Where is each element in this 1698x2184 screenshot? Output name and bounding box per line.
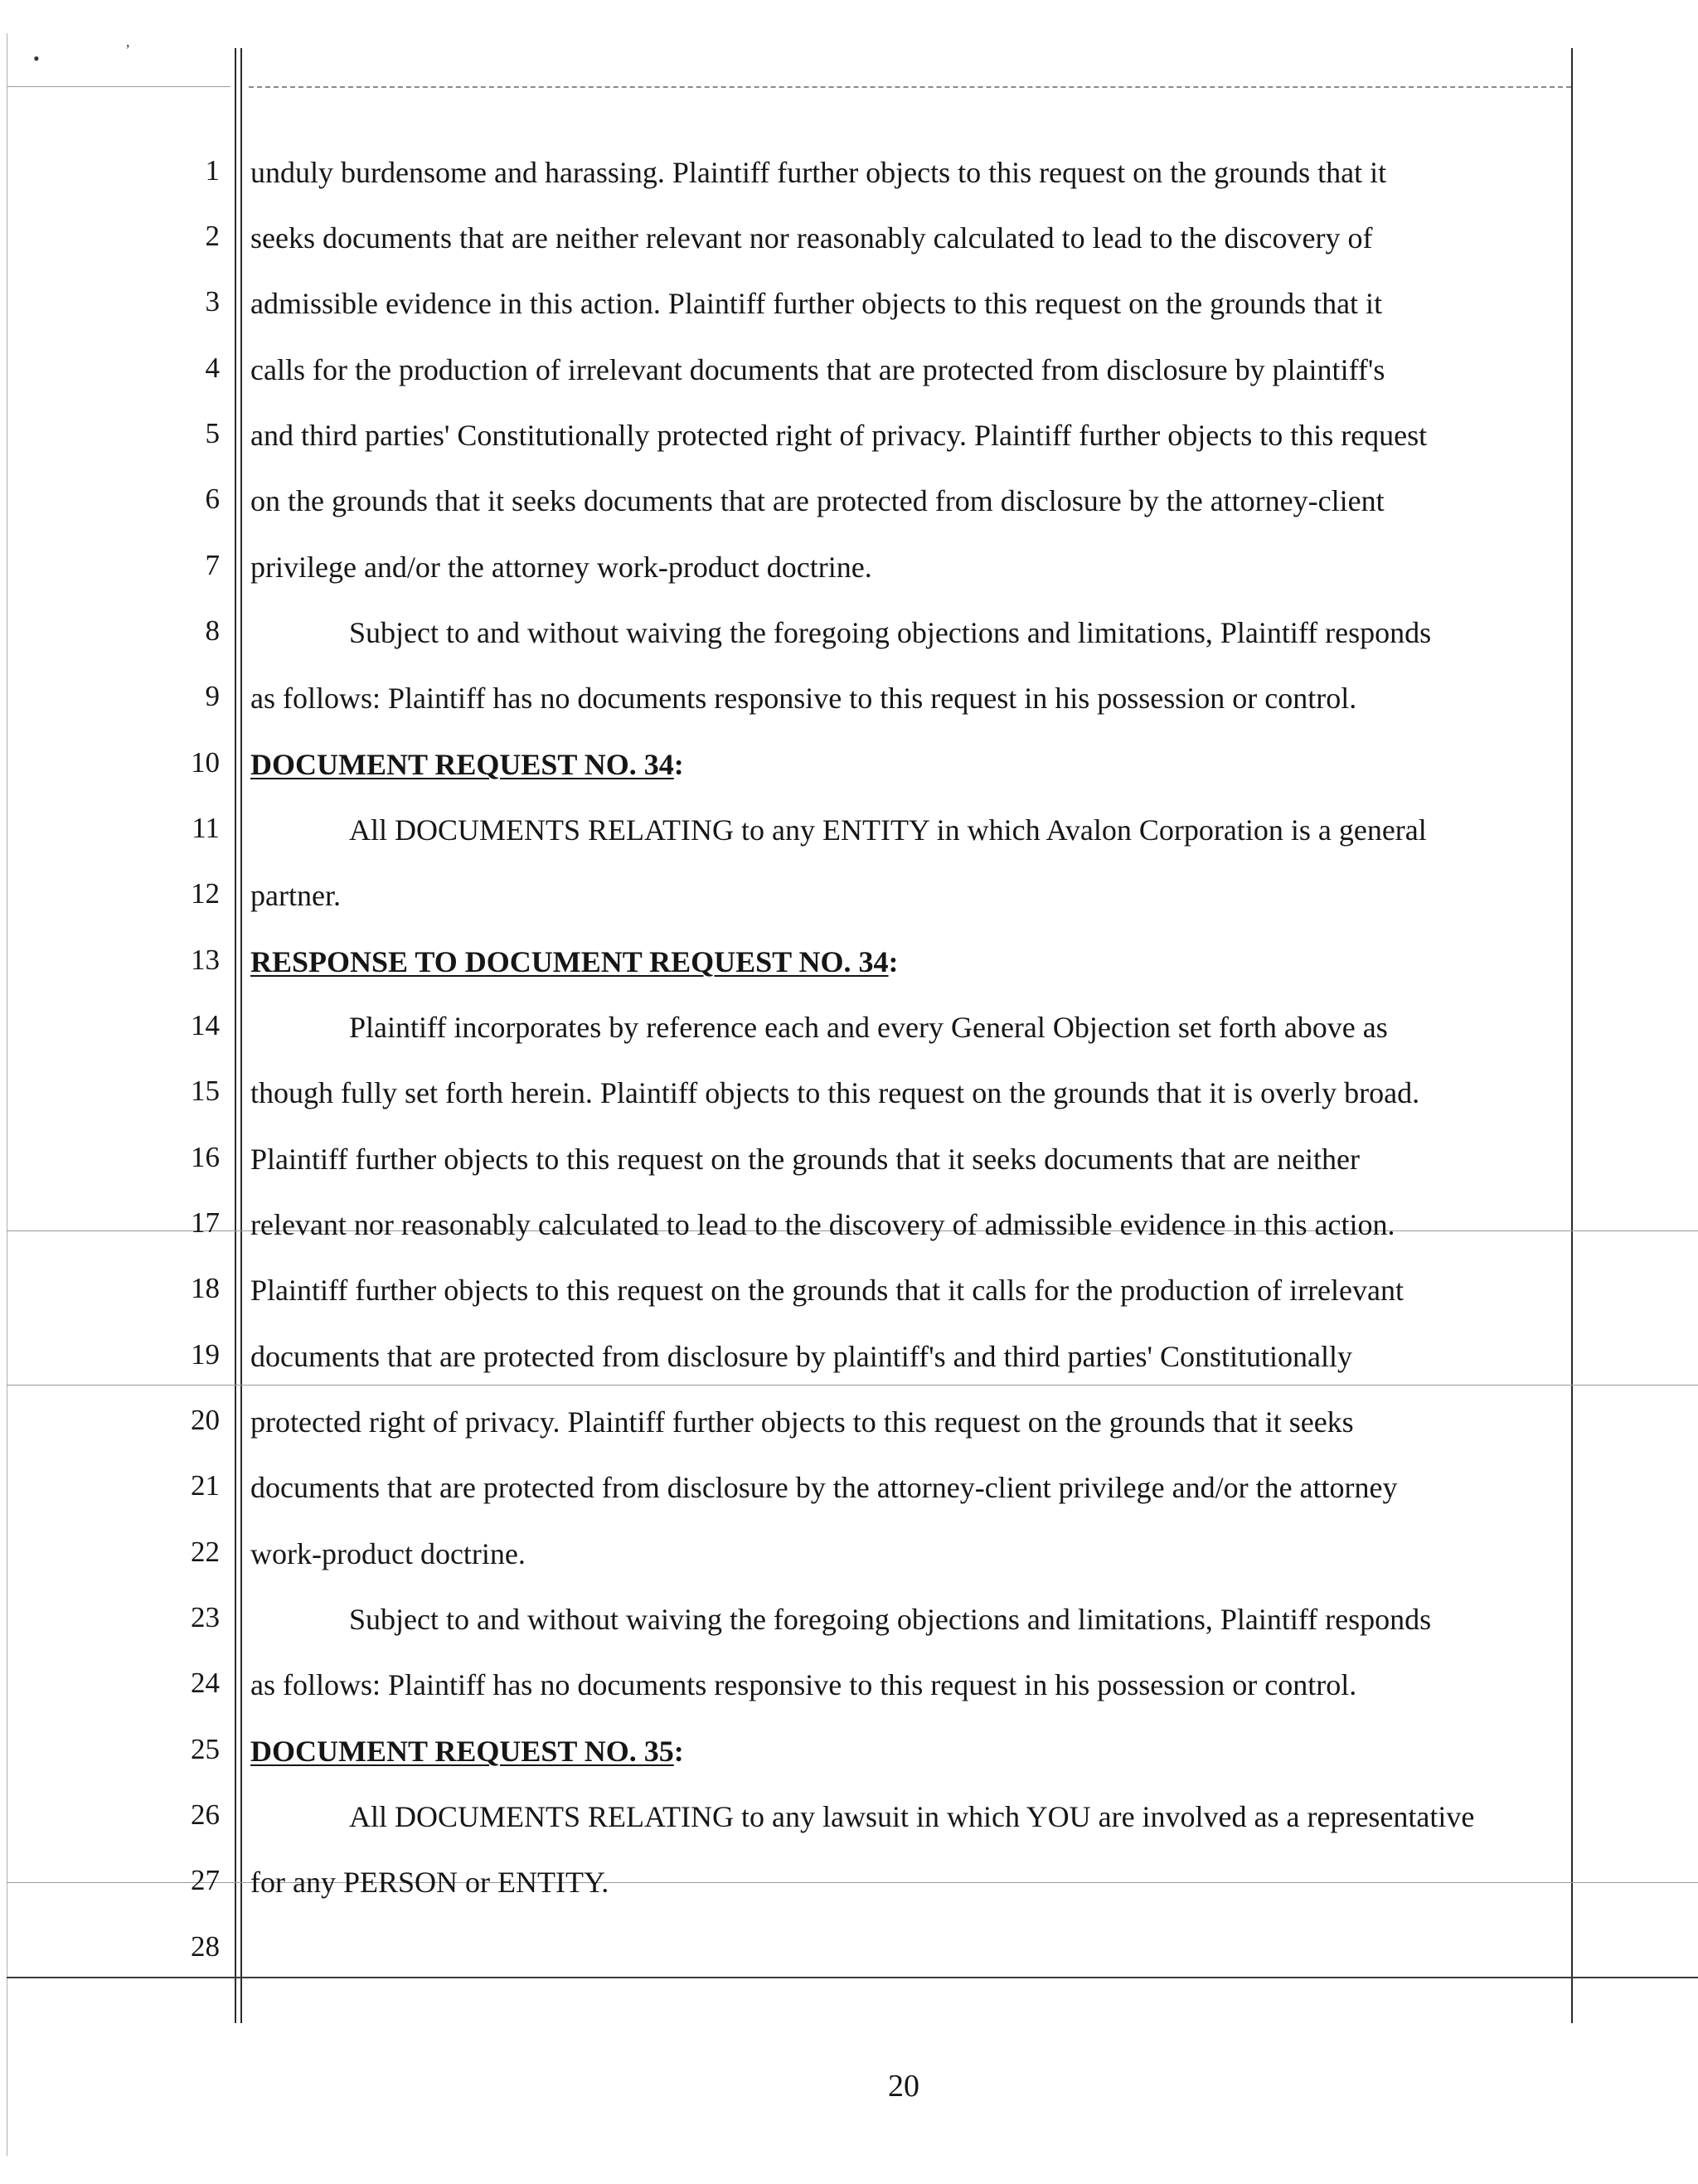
line-number: 11 (192, 812, 220, 844)
right-margin-rule (1571, 48, 1573, 2023)
body-text-line: protected right of privacy. Plaintiff further objects to this request on the grounds that it seeks (250, 1405, 1354, 1439)
line-number: 18 (191, 1272, 220, 1304)
line-number: 23 (191, 1601, 220, 1633)
line-number: 16 (191, 1141, 220, 1173)
line-number: 24 (191, 1667, 220, 1699)
body-text-line: All DOCUMENTS RELATING to any lawsuit in which YOU are involved as a representative (349, 1800, 1475, 1833)
body-text-line: calls for the production of irrelevant documents that are protected from disclosure by plaintiff's (250, 353, 1385, 386)
body-text-line: Plaintiff incorporates by reference each and every General Objection set forth above as (349, 1011, 1388, 1044)
line-number: 1 (205, 154, 220, 187)
line-number: 9 (205, 680, 220, 712)
heading-colon: : (673, 1735, 684, 1768)
scan-speck: , (126, 33, 130, 50)
bottom-rule (7, 1977, 1698, 1978)
line-number: 17 (191, 1206, 220, 1239)
body-text-line: though fully set forth herein. Plaintiff objects to this request on the grounds that it is overly broad. (250, 1076, 1420, 1109)
body-text-line: documents that are protected from disclosure by plaintiff's and third parties' Constitutionally (250, 1340, 1353, 1373)
line-number: 7 (205, 549, 220, 581)
heading-text: DOCUMENT REQUEST NO. 34 (250, 748, 674, 781)
body-text-line: Subject to and without waiving the foregoing objections and limitations, Plaintiff responds (349, 616, 1432, 649)
body-text-line: Subject to and without waiving the foregoing objections and limitations, Plaintiff responds (349, 1603, 1432, 1636)
body-text-line: privilege and/or the attorney work-product doctrine. (250, 551, 872, 584)
line-number: 20 (191, 1404, 220, 1436)
body-text-line: for any PERSON or ENTITY. (250, 1866, 609, 1899)
line-number: 28 (191, 1930, 220, 1963)
body-text-line: documents that are protected from disclosure by the attorney-client privilege and/or the attorney (250, 1471, 1398, 1504)
line-number: 2 (205, 220, 220, 252)
scan-speck: • (33, 48, 40, 69)
line-number: 10 (191, 746, 220, 779)
top-rule-left (7, 86, 230, 87)
body-text-line: All DOCUMENTS RELATING to any ENTITY in which Avalon Corporation is a general (349, 813, 1427, 847)
body-text-line: unduly burdensome and harassing. Plaintiff further objects to this request on the grounds that it (250, 156, 1387, 189)
line-number: 21 (191, 1469, 220, 1502)
body-text-line: on the grounds that it seeks documents that are protected from disclosure by the attorney-client (250, 484, 1385, 517)
body-text-line: and third parties' Constitutionally protected right of privacy. Plaintiff further objects to this request (250, 419, 1428, 452)
body-text-line: as follows: Plaintiff has no documents responsive to this request in his possession or control. (250, 1668, 1357, 1701)
body-text-line: relevant nor reasonably calculated to lead to the discovery of admissible evidence in this action. (250, 1208, 1395, 1241)
section-heading (250, 945, 899, 978)
heading-text: RESPONSE TO DOCUMENT REQUEST NO. 34 (250, 945, 889, 978)
line-number: 12 (191, 877, 220, 910)
line-number: 15 (191, 1075, 220, 1107)
body-text-line: admissible evidence in this action. Plaintiff further objects to this request on the grounds that it (250, 287, 1383, 320)
line-number: 25 (191, 1733, 220, 1765)
body-text-line: Plaintiff further objects to this request on the grounds that it calls for the production of irrelevant (250, 1274, 1404, 1307)
left-margin-rule-inner (240, 48, 242, 2023)
scan-line (7, 1385, 1698, 1386)
heading-colon: : (673, 748, 684, 781)
section-heading (250, 748, 684, 781)
top-rule (249, 86, 1571, 88)
line-number: 6 (205, 483, 220, 515)
heading-colon: : (888, 945, 899, 978)
body-text-line: seeks documents that are neither relevant nor reasonably calculated to lead to the discovery of (250, 221, 1373, 255)
line-number: 3 (205, 285, 220, 318)
page-number: 20 (888, 2069, 919, 2104)
line-number: 4 (205, 352, 220, 384)
line-number: 8 (205, 614, 220, 647)
line-number: 26 (191, 1798, 220, 1831)
line-number: 27 (191, 1864, 220, 1896)
line-number: 19 (191, 1338, 220, 1371)
line-number: 5 (205, 417, 220, 449)
line-number: 14 (191, 1009, 220, 1041)
body-text-line: Plaintiff further objects to this request on the grounds that it seeks documents that are neither (250, 1143, 1361, 1176)
body-text-line: work-product doctrine. (250, 1537, 526, 1570)
body-text-line: partner. (250, 879, 341, 912)
left-margin-rule-outer (235, 48, 236, 2023)
body-text-line: as follows: Plaintiff has no documents responsive to this request in his possession or control. (250, 682, 1357, 715)
heading-text: DOCUMENT REQUEST NO. 35 (250, 1735, 674, 1768)
line-number: 13 (191, 944, 220, 976)
line-number: 22 (191, 1536, 220, 1568)
section-heading (250, 1735, 684, 1768)
